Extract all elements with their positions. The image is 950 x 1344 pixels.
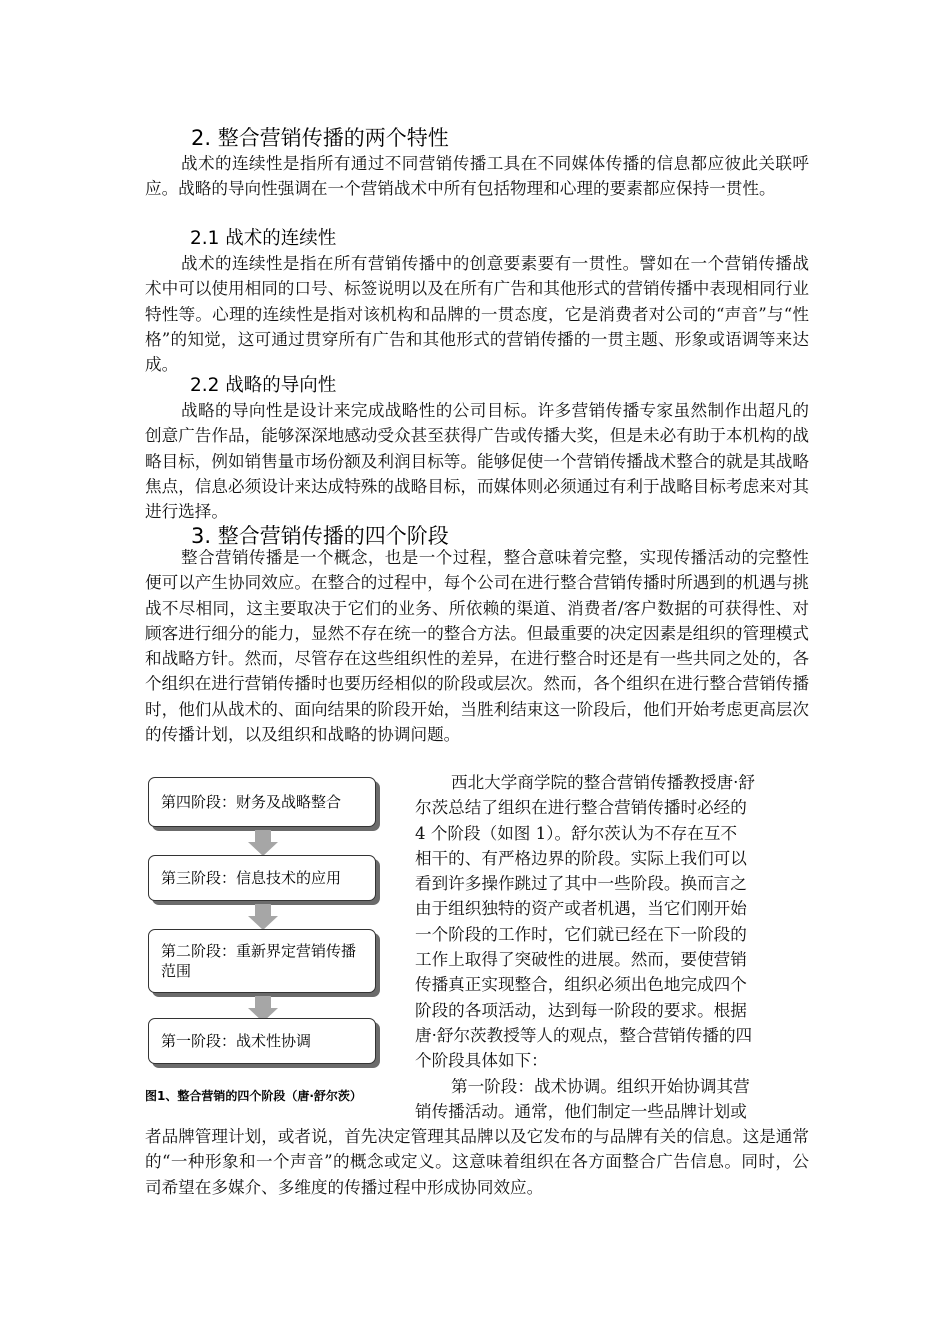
section-2-2-heading: 2.2 战略的导向性 [190, 375, 337, 396]
section-3-intro: 整合营销传播是一个概念，也是一个过程，整合意味着完整，实现传播活动的完整性便可以产生协同效应。在整合的过程中，每个公司在进行整合营销传播时所遇到的机遇与挑战不尽相同，这主要取决于它们的业务、所依赖的渠道、消费者/客户数据的可获得性、对顾客进行细分的能力，显然不存在统一的整合方法。但最重要的决定因素是组织的管理模式和战略方针。然而，尽管存在这些组织性的差异，在进行整合时还是有一些共同之处的，各个组织在进行营销传播时也要历经相似的阶段或层次。然而，各个组织在进行整合营销传播时，他们从战术的、面向结果的阶段开始，当胜利结束这一阶段后，他们开始考虑更高层次的传播计划，以及组织和战略的协调问题。 [145, 548, 809, 745]
down-arrow-icon [248, 830, 278, 856]
section-2-1-heading: 2.1 战术的连续性 [190, 228, 337, 249]
side-line: 传播真正实现整合，组织必须出色地完成四个 [415, 975, 747, 995]
section-2-1-text: 战术的连续性是指在所有营销传播中的创意要素要有一贯性。譬如在一个营销传播战术中可以使用相同的口号、标签说明以及在所有广告和其他形式的营销传播中表现相同行业特性等。心理的连续性是指对该机构和品牌的一贯态度，它是消费者对公司的“声音”与“性格”的知觉，这可通过贯穿所有广告和其他形式的营销传播的一贯主题、形象或语调等来达成。 [145, 254, 809, 375]
stages-flow-diagram [140, 772, 410, 1068]
side-line: 销传播活动。通常，他们制定一些品牌计划或 [415, 1101, 747, 1121]
down-arrow-icon [248, 904, 278, 930]
section-2-intro: 战术的连续性是指所有通过不同营销传播工具在不同媒体传播的信息都应彼此关联呼应。战略的导向性强调在一个营销战术中所有包括物理和心理的要素都应保持一贯性。 [145, 154, 809, 199]
side-line: 尔茨总结了组织在进行整合营销传播时必经的 [415, 798, 747, 818]
section-2-heading: 2. 整合营销传播的两个特性 [191, 126, 449, 150]
side-line: 看到许多操作跳过了其中一些阶段。换而言之 [415, 874, 747, 894]
figure-caption: 图1、整合营销的四个阶段（唐·舒尔茨） [145, 1089, 362, 1103]
side-line: 工作上取得了突破性的进展。然而，要使营销 [415, 950, 747, 970]
side-line: 由于组织独特的资产或者机遇，当它们刚开始 [415, 899, 747, 919]
side-line: 唐·舒尔茨教授等人的观点，整合营销传播的四 [415, 1025, 753, 1045]
side-text-column [415, 770, 815, 1124]
stage-4-box: 第四阶段：财务及战略整合 [148, 777, 376, 827]
stage-2-box: 第二阶段：重新界定营销传播范围 [148, 929, 376, 993]
stage-1-box: 第一阶段：战术性协调 [148, 1018, 376, 1064]
side-line: 相干的、有严格边界的阶段。实际上我们可以 [415, 848, 747, 868]
side-line: 第一阶段：战术协调。组织开始协调其营 [451, 1076, 750, 1096]
side-line: 个阶段具体如下： [415, 1051, 548, 1071]
side-line: 一个阶段的工作时，它们就已经在下一阶段的 [415, 924, 747, 944]
section-2-2-text: 战略的导向性是设计来完成战略性的公司目标。许多营销传播专家虽然制作出超凡的创意广告作品，能够深深地感动受众甚至获得广告或传播大奖，但是未必有助于本机构的战略目标，例如销售量市场份额及利润目标等。能够促使一个营销传播战术整合的就是其战略焦点，信息必须设计来达成特殊的战略目标，而媒体则必须通过有利于战略目标考虑来对其进行选择。 [145, 401, 809, 522]
stage-1-continued: 者品牌管理计划，或者说，首先决定管理其品牌以及它发布的与品牌有关的信息。这是通常的“一种形象和一个声音”的概念或定义。这意味着组织在各方面整合广告信息。同时，公司希望在多媒介、多维度的传播过程中形成协同效应。 [145, 1127, 809, 1197]
side-line: 西北大学商学院的整合营销传播教授唐·舒 [451, 773, 755, 792]
stage-3-box: 第三阶段：信息技术的应用 [148, 855, 376, 901]
side-line: 阶段的各项活动，达到每一阶段的要求。根据 [415, 1000, 747, 1020]
side-line: 4 个阶段（如图 1）。舒尔茨认为不存在互不 [415, 823, 738, 843]
section-3-heading: 3. 整合营销传播的四个阶段 [191, 524, 449, 548]
